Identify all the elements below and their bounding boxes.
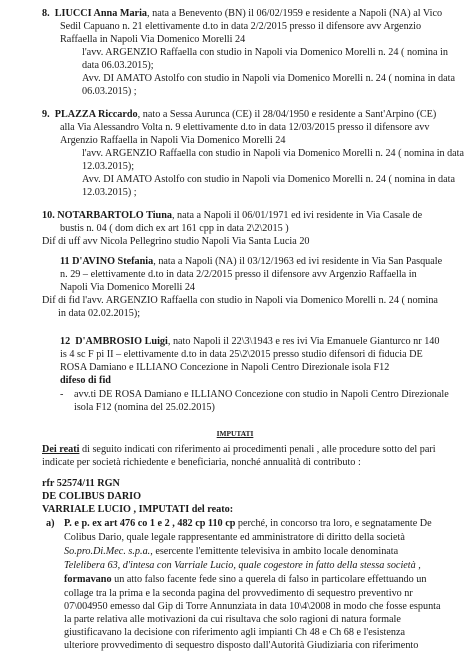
entry-8-text: , nata a Benevento (BN) il 06/02/1959 e residente a Napoli (NA) al Vico [147, 8, 443, 19]
reati-text-1: di seguito indicati con riferimento ai procedimenti penali , alle procedure sotto del pari [79, 444, 436, 455]
entry-9-text: , nato a Sessa Aurunca (CE) il 28/04/1950 e residente a Sant'Arpino (CE) [137, 109, 437, 120]
entry-9-name: PLAZZA Riccardo [54, 109, 138, 120]
entry-9-line-2: alla Via Alessandro Volta n. 9 elettivamente d.to in data 12/03/2015 presso il difensore avv [60, 122, 430, 133]
reati-line-1 [42, 444, 436, 456]
imputati-heading [0, 428, 470, 440]
entry-11-line-5: in data 02.02.2015); [58, 308, 141, 319]
entry-8-line-4: l'avv. ARGENZIO Raffaella con studio in Napoli via Domenico Morelli n. 24 ( nomina in [82, 47, 448, 58]
charge-line-2: Colibus Dario, quale legale rappresentante ed amministratore di diritto della società [64, 532, 405, 543]
entry-11-number: 11 [60, 256, 70, 267]
entry-12-number: 12 [60, 336, 71, 347]
entry-9-line-7: 12.03.2015) ; [82, 187, 137, 198]
charge-line-10: ulteriore provvedimento di sequestro disposto dall'Autorità Giudiziaria con riferimento [64, 640, 419, 651]
charge-line-6: collage tra la prima e la seconda pagina del provvedimento di sequestro preventivo nr [64, 588, 413, 599]
rgn-defendant-1-text: DE COLIBUS DARIO [42, 491, 142, 502]
entry-12-name: D'AMBROSIO Luigi [75, 336, 168, 347]
entry-10-name: NOTARBARTOLO Tiuna [57, 210, 172, 221]
rgn-defendant-2 [42, 504, 233, 516]
entry-11-line-3: Napoli Via Domenico Morelli 24 [60, 282, 196, 293]
entry-8-name: LIUCCI Anna Maria [54, 8, 147, 19]
entry-8-line-7: 06.03.2015) ; [82, 86, 137, 97]
formavano-word: formavano [64, 574, 112, 585]
entry-11-name: D'AVINO Stefania [72, 256, 154, 267]
entry-8-line-5: data 06.03.2015); [82, 60, 154, 71]
charge-line-1 [64, 518, 432, 530]
entry-12-line-1 [60, 336, 440, 348]
company-name: So.pro.Di.Mec. s.p.a. [64, 546, 151, 557]
charge-line-7: 07\004950 emesso dal Gip di Torre Annunziata in data 10\4\2008 in modo che fosse espunta [64, 601, 441, 612]
entry-10-number: 10. [42, 210, 55, 221]
entry-9-line-1 [42, 109, 436, 121]
charge-line-8: la parte relativa alle motivazioni da cui risultava che solo ragioni di natura formale [64, 614, 401, 625]
entry-12-line-4 [60, 375, 111, 387]
entry-12-line-6: isola F12 (nomina del 25.02.2015) [74, 402, 215, 413]
entry-9-line-6: Avv. DI AMATO Astolfo con studio in Napoli via Domenico Morelli n. 24 ( nomina in data [82, 174, 456, 185]
rgn-defendant-2-text: VARRIALE LUCIO , IMPUTATI del reato: [42, 504, 234, 515]
entry-12-text: , nato Napoli il 22\3\1943 e res ivi Via Emanuele Gianturco nr 140 [167, 336, 440, 347]
entry-12-line-3: ROSA Damiano e ILLIANO Concezione in Napoli Centro Direzionale isola F12 [60, 362, 390, 373]
charge-line-4-text: Telelibera 63, d'intesa con Varriale Lucio, quale cogestore in fatto della stessa società , [64, 560, 421, 571]
difeso-di-fid-label: difeso di fid [60, 375, 111, 386]
entry-11-line-4: Dif di fid l'avv. ARGENZIO Raffaella con studio in Napoli via Domenico Morelli n. 24 ( nomina [42, 295, 438, 306]
entry-10-text: , nata a Napoli il 06/01/1971 ed ivi residente in Via Casale de [171, 210, 423, 221]
entry-12-bullet: - [60, 389, 64, 400]
entry-10-line-3: Dif di uff avv Nicola Pellegrino studio Napoli Via Santa Lucia 20 [42, 236, 310, 247]
entry-9-number: 9. [42, 109, 50, 120]
entry-8-line-2: Sedil Capuano n. 21 elettivamente d.to in data 2/2/2015 presso il difensore avv Argenzio [60, 21, 422, 32]
reati-line-2: indicate per società richiedente e beneficiaria, nonché annualità di contributo : [42, 457, 361, 468]
charge-a-label [46, 518, 55, 530]
charge-line-5 [64, 574, 426, 586]
charge-line-3-rest: , esercente l'emittente televisiva in ambito locale denominata [150, 546, 399, 557]
rgn-number-text: rfr 52574/11 RGN [42, 478, 120, 489]
entry-11-line-1 [60, 256, 442, 268]
entry-8-number: 8. [42, 8, 50, 19]
charge-articles: P. e p. ex art 476 co 1 e 2 , 482 cp 110 cp [64, 518, 236, 529]
charge-line-9: giustificavano la decisione con riferimento agli impianti Ch 48 e Ch 68 e l'esistenza [64, 627, 406, 638]
entry-11-text: , nata a Napoli (NA) il 03/12/1963 ed ivi residente in Via San Pasquale [153, 256, 443, 267]
entry-11-line-2: n. 29 – elettivamente d.to in data 2/2/2015 presso il difensore avv Argenzio Raffaella in [60, 269, 417, 280]
charge-line-4 [64, 560, 421, 572]
charge-line-3 [64, 546, 398, 558]
charge-line-5-rest: un atto falso facente fede sino a querela di falso in particolare effettuando un [111, 574, 427, 585]
entry-9-line-4: l'avv. ARGENZIO Raffaella con studio in Napoli via Domenico Morelli n. 24 ( nomina in data [82, 148, 464, 159]
entry-8-line-1 [42, 8, 442, 20]
rgn-defendant-1 [42, 491, 141, 503]
entry-10-line-1 [42, 210, 422, 222]
entry-12-line-5: avv.ti DE ROSA Damiano e ILLIANO Concezione con studio in Napoli Centro Direzionale [74, 389, 449, 400]
entry-10-line-2: bustis n. 04 ( dom dich ex art 161 cpp in data 2\2\2015 ) [60, 223, 289, 234]
reati-lead: Dei reati [42, 444, 80, 455]
imputati-heading-text: IMPUTATI [216, 429, 254, 438]
rgn-number [42, 478, 120, 490]
entry-8-line-3: Raffaella in Napoli Via Domenico Morelli 24 [60, 34, 246, 45]
entry-9-line-5: 12.03.2015); [82, 161, 135, 172]
charge-a-label-text: a) [46, 518, 55, 529]
entry-12-line-2: is 4 sc F pi II – elettivamente d.to in data 25\2\2015 presso studio difensori di fiducia DE [60, 349, 423, 360]
entry-9-line-3: Argenzio Raffaella in Napoli Via Domenico Morelli 24 [60, 135, 286, 146]
charge-head-rest: perché, in concorso tra loro, e segnatamente De [235, 518, 432, 529]
entry-8-line-6: Avv. DI AMATO Astolfo con studio in Napoli via Domenico Morelli n. 24 ( nomina in data [82, 73, 456, 84]
